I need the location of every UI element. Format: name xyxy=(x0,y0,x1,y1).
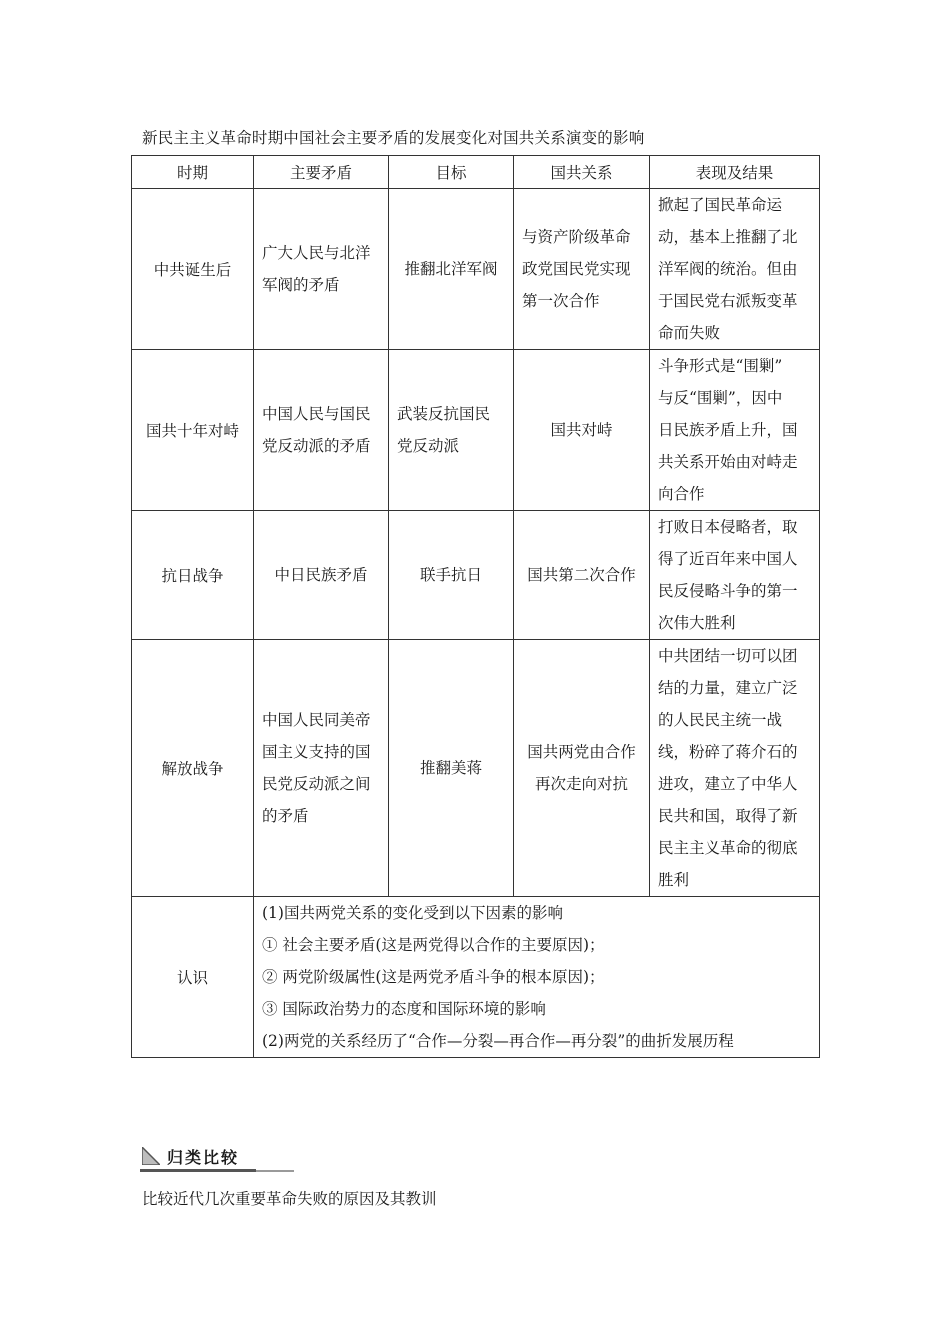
cell-line: 得了近百年来中国人 xyxy=(658,550,798,568)
note-label-cell: 认识 xyxy=(132,897,254,1058)
cell-line: 共关系开始由对峙走 xyxy=(658,453,798,471)
section-intro-text: 比较近代几次重要革命失败的原因及其教训 xyxy=(142,1190,437,1208)
cell-line: 民党反动派之间 xyxy=(262,775,371,793)
cell-line: 中日民族矛盾 xyxy=(274,566,368,584)
table-row xyxy=(132,511,820,640)
relation-cell xyxy=(514,511,650,640)
cell-line: 国共两党由合作 xyxy=(527,743,636,761)
cell-line: 推翻北洋军阀 xyxy=(404,260,498,278)
cell-line: 中共团结一切可以团 xyxy=(658,647,798,665)
cell-line: 政党国民党实现 xyxy=(522,260,631,278)
relations-table xyxy=(131,155,820,1058)
cell-line: 线，粉碎了蒋介石的 xyxy=(658,743,798,761)
cell-line: 推翻美蒋 xyxy=(419,759,482,777)
contradiction-cell xyxy=(254,640,389,897)
cell-line: 结的力量，建立广泛 xyxy=(658,679,798,697)
period-cell: 解放战争 xyxy=(132,640,254,897)
note-line: (2)两党的关系经历了“合作—分裂—再合作—再分裂”的曲折发展历程 xyxy=(262,1032,734,1050)
table-row xyxy=(132,350,820,511)
note-line: ① 社会主要矛盾(这是两党得以合作的主要原因)； xyxy=(262,936,605,954)
goal-cell xyxy=(389,511,514,640)
table-row xyxy=(132,189,820,350)
period-cell: 国共十年对峙 xyxy=(132,350,254,511)
section-rule-accent xyxy=(140,1169,256,1172)
cell-line: 动，基本上推翻了北 xyxy=(658,228,798,246)
table-row xyxy=(132,640,820,897)
cell-line: 国共对峙 xyxy=(550,421,613,439)
relation-cell xyxy=(514,189,650,350)
cell-line: 于国民党右派叛变革 xyxy=(658,292,798,310)
goal-cell xyxy=(389,189,514,350)
cell-line: 进攻，建立了中华人 xyxy=(658,775,798,793)
result-cell xyxy=(650,350,820,511)
contradiction-cell xyxy=(254,511,389,640)
note-content-cell xyxy=(254,897,820,1058)
cell-line: 武装反抗国民 xyxy=(397,405,491,423)
header-goal: 目标 xyxy=(389,156,514,189)
note-line: ② 两党阶级属性(这是两党矛盾斗争的根本原因)； xyxy=(262,968,605,986)
result-cell xyxy=(650,511,820,640)
cell-line: 掀起了国民革命运 xyxy=(658,196,783,214)
cell-line: 中国人民与国民 xyxy=(262,405,371,423)
result-cell xyxy=(650,640,820,897)
cell-line: 民反侵略斗争的第一 xyxy=(658,582,798,600)
cell-line: 的人民民主统一战 xyxy=(658,711,783,729)
cell-line: 再次走向对抗 xyxy=(534,775,628,793)
cell-line: 联手抗日 xyxy=(419,566,482,584)
table-caption: 新民主主义革命时期中国社会主要矛盾的发展变化对国共关系演变的影响 xyxy=(142,129,645,147)
goal-cell xyxy=(389,350,514,511)
cell-line: 次伟大胜利 xyxy=(658,614,736,632)
cell-line: 民主主义革命的彻底 xyxy=(658,839,798,857)
table-row-note xyxy=(132,897,820,1058)
note-line: ③ 国际政治势力的态度和国际环境的影响 xyxy=(262,1000,546,1018)
header-relation: 国共关系 xyxy=(514,156,650,189)
header-result: 表现及结果 xyxy=(650,156,820,189)
period-cell: 抗日战争 xyxy=(132,511,254,640)
cell-line: 第一次合作 xyxy=(522,292,600,310)
cell-line: 命而失败 xyxy=(658,324,721,342)
cell-line: 国主义支持的国 xyxy=(262,743,371,761)
cell-line: 洋军阀的统治。但由 xyxy=(658,260,798,278)
diagonal-stripe-icon xyxy=(142,1147,160,1165)
header-contradiction: 主要矛盾 xyxy=(254,156,389,189)
cell-line: 日民族矛盾上升，国 xyxy=(658,421,798,439)
note-line: (1)国共两党关系的变化受到以下因素的影响 xyxy=(262,904,563,922)
result-cell xyxy=(650,189,820,350)
table-header-row xyxy=(132,156,820,189)
header-period: 时期 xyxy=(132,156,254,189)
cell-line: 军阀的矛盾 xyxy=(262,276,340,294)
relation-cell xyxy=(514,350,650,511)
cell-line: 的矛盾 xyxy=(262,807,309,825)
contradiction-cell xyxy=(254,350,389,511)
relation-cell xyxy=(514,640,650,897)
cell-line: 民共和国，取得了新 xyxy=(658,807,798,825)
cell-line: 党反动派 xyxy=(397,437,460,455)
goal-cell xyxy=(389,640,514,897)
contradiction-cell xyxy=(254,189,389,350)
cell-line: 胜利 xyxy=(658,871,690,889)
cell-line: 与反“围剿”，因中 xyxy=(658,389,783,407)
cell-line: 向合作 xyxy=(658,485,705,503)
period-cell: 中共诞生后 xyxy=(132,189,254,350)
cell-line: 与资产阶级革命 xyxy=(522,228,631,246)
cell-line: 打败日本侵略者，取 xyxy=(658,518,798,536)
cell-line: 广大人民与北洋 xyxy=(262,244,371,262)
section-heading xyxy=(140,1142,294,1172)
section-title: 归类比较 xyxy=(167,1148,240,1167)
cell-line: 党反动派的矛盾 xyxy=(262,437,371,455)
cell-line: 国共第二次合作 xyxy=(527,566,636,584)
cell-line: 斗争形式是“围剿” xyxy=(658,357,783,375)
cell-line: 中国人民同美帝 xyxy=(262,711,371,729)
